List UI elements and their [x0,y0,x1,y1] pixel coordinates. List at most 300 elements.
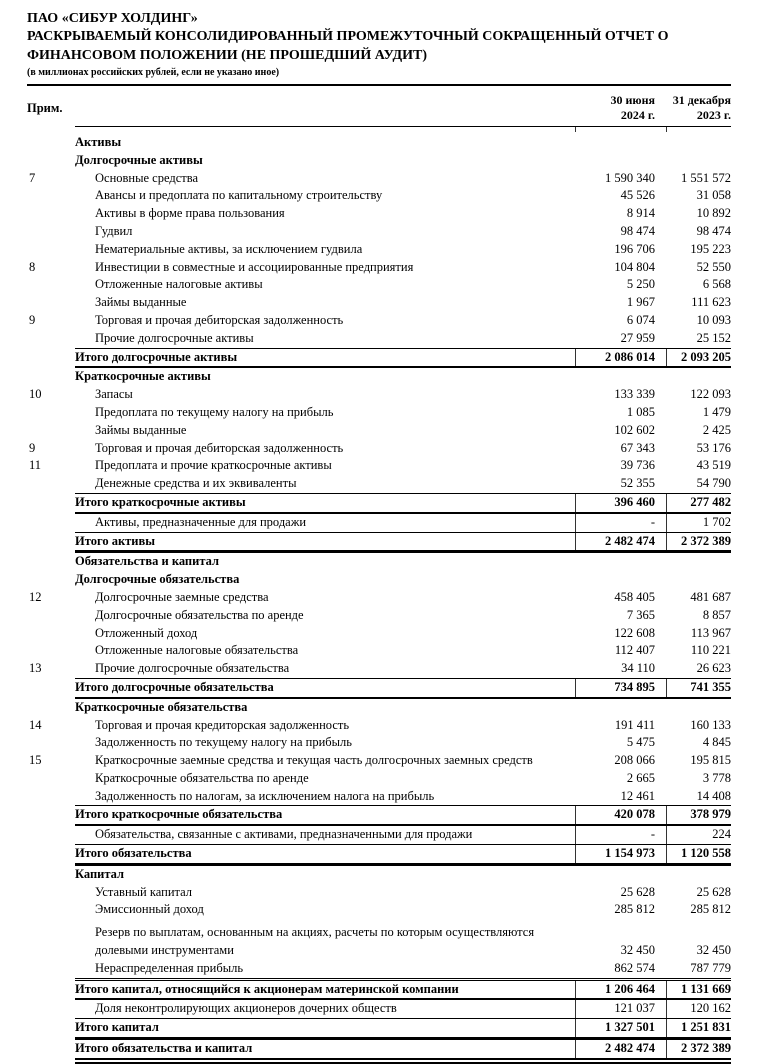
table-row [27,805,731,826]
period-2-date: 31 декабря [672,93,731,107]
row-value-2024: 285 812 [614,902,655,917]
row-body [75,440,731,458]
row-body [75,826,731,844]
row-note-number [27,678,75,699]
row-body [75,475,731,493]
row-label: Долгосрочные активы [75,152,203,167]
row-body [75,422,731,440]
row-value-2024: 396 460 [575,494,666,512]
table-row [27,1040,731,1064]
row-value-2023: 2 372 389 [666,1040,731,1058]
table-row [27,422,731,440]
row-body [75,553,731,571]
row-note-number [27,960,75,978]
row-note-number [27,152,75,170]
row-value-2024: 8 914 [626,206,655,221]
row-value-2023: 195 223 [690,241,731,256]
row-value-2024: 5 250 [626,277,655,292]
row-label: Итого активы [75,533,155,548]
row-value-2024: 420 078 [575,806,666,824]
period-2-year: 2023 г. [696,108,731,122]
row-value-2023: 224 [666,826,731,844]
row-note-number [27,241,75,259]
row-label: Займы выданные [95,295,187,310]
row-value-2023: 378 979 [666,806,731,824]
row-value-2023 [666,571,731,589]
row-label: Долгосрочные обязательства [75,572,240,587]
row-value-2023: 1 702 [666,514,731,532]
table-row [27,660,731,678]
row-value-2023: 2 372 389 [666,533,731,551]
row-value-2023: 14 408 [696,788,731,803]
row-value-2023: 113 967 [690,625,731,640]
row-value-2024: 12 461 [620,788,655,803]
row-label: Итого обязательства [75,846,192,861]
row-value-2023 [666,699,731,717]
row-note-number [27,805,75,826]
table-row [27,901,731,919]
row-value-2023: 32 450 [696,943,731,958]
row-label: Предоплата и прочие краткосрочные активы [95,458,332,473]
table-row [27,404,731,422]
row-value-2024: 1 206 464 [575,981,666,999]
table-row [27,152,731,170]
row-label: Основные средства [95,170,199,185]
table-row [27,457,731,475]
row-value-2023: 25 152 [696,330,731,345]
row-body [75,1018,731,1040]
row-body [75,457,731,475]
row-value-2024: - [575,826,666,844]
row-body [75,134,731,152]
row-body [75,532,731,554]
row-value-2024: 5 475 [626,735,655,750]
period-1-date: 30 июня [610,93,655,107]
row-value-2023: 26 623 [696,661,731,676]
row-value-2024: 104 804 [614,259,655,274]
row-value-2024: 32 450 [620,943,655,958]
row-value-2024: 2 482 474 [575,533,666,551]
row-label: Долгосрочные обязательства по аренде [95,607,304,622]
row-note-number: 10 [29,387,42,402]
row-value-2023: 1 131 669 [666,981,731,999]
row-body [75,717,731,735]
row-body [75,607,731,625]
row-note-number [27,205,75,223]
row-label: Денежные средства и их эквиваленты [95,476,297,491]
row-value-2024: 45 526 [620,188,655,203]
row-body [75,514,731,532]
row-note-number [27,422,75,440]
table-row [27,788,731,806]
row-value-2023: 54 790 [696,476,731,491]
row-label: Обязательства и капитал [75,554,219,569]
row-body [75,678,731,699]
row-label: Нематериальные активы, за исключением гудвила [95,241,363,256]
row-note-number [27,844,75,866]
row-label: Капитал [75,866,125,881]
row-value-2023: 1 120 558 [666,845,731,863]
row-value-2024 [575,134,666,152]
row-body [75,386,731,404]
row-value-2024 [575,571,666,589]
row-value-2023: 1 479 [702,404,731,419]
row-body [75,960,731,978]
row-value-2023: 4 845 [702,735,731,750]
table-row [27,294,731,312]
row-body [75,978,731,1001]
row-label: Торговая и прочая кредиторская задолженность [95,717,350,732]
table-row [27,259,731,277]
row-label: Прочие долгосрочные обязательства [95,661,290,676]
row-value-2024: 67 343 [620,440,655,455]
row-body [75,152,731,170]
row-label: Доля неконтролирующих акционеров дочерних обществ [95,1001,397,1016]
row-body [75,493,731,514]
column-tick-1 [575,127,666,132]
row-value-2024: 39 736 [620,458,655,473]
row-note-number [27,1018,75,1040]
row-label: Активы [75,135,122,149]
row-value-2024: 191 411 [614,717,655,732]
table-row [27,134,731,152]
row-value-2023: 160 133 [690,717,731,732]
row-body [75,170,731,188]
row-value-2024: 27 959 [620,330,655,345]
row-body [75,901,731,919]
row-value-2023: 43 519 [696,458,731,473]
table-row [27,607,731,625]
row-value-2023: 2 425 [702,422,731,437]
row-note-number [27,294,75,312]
table-row [27,884,731,902]
row-note-number [27,699,75,717]
row-note-number [27,475,75,493]
row-value-2024: 1 327 501 [575,1019,666,1037]
row-note-number [27,625,75,643]
row-body [75,924,731,960]
row-note-number [27,924,75,960]
row-value-2024: 196 706 [614,241,655,256]
table-row [27,734,731,752]
table-row [27,1018,731,1040]
row-value-2024: 862 574 [614,960,655,975]
report-units-note: (в миллионах российских рублей, если не указано иное) [27,67,280,78]
table-row [27,276,731,294]
table-row [27,642,731,660]
row-value-2023 [666,368,731,386]
row-note-number [27,330,75,348]
row-label: Запасы [95,387,133,402]
row-label: Итого долгосрочные обязательства [75,679,274,694]
row-note-number [27,134,75,152]
row-body [75,223,731,241]
table-row [27,844,731,866]
row-label: Итого капитал, относящийся к акционерам материнской компании [75,981,459,996]
row-body [75,734,731,752]
row-body [75,348,731,369]
row-value-2024: 25 628 [620,884,655,899]
row-value-2023: 52 550 [696,259,731,274]
row-body [75,312,731,330]
row-value-2024: 98 474 [620,223,655,238]
row-label: Уставный капитал [95,884,193,899]
row-label: Отложенные налоговые активы [95,277,263,292]
row-value-2023: 111 623 [691,295,731,310]
row-label: Резерв по выплатам, основанным на акциях, расчеты по которым осуществляются долевыми инструментами [95,925,535,958]
row-value-2023: 110 221 [690,643,731,658]
row-value-2024: 1 967 [626,295,655,310]
column-tick-2 [666,127,731,132]
table-row [27,699,731,717]
row-note-number [27,901,75,919]
row-label: Итого долгосрочные активы [75,349,238,364]
row-label: Отложенные налоговые обязательства [95,643,299,658]
row-label: Краткосрочные активы [75,369,211,384]
table-row [27,589,731,607]
table-row [27,312,731,330]
row-value-2024 [575,152,666,170]
row-value-2023: 122 093 [690,387,731,402]
row-note-number [27,276,75,294]
row-value-2023: 3 778 [702,770,731,785]
table-row [27,170,731,188]
table-row [27,978,731,1001]
row-label: Итого краткосрочные обязательства [75,807,283,822]
table-row [27,348,731,369]
row-label: Краткосрочные заемные средства и текущая часть долгосрочных заемных средств [95,753,533,768]
row-note-number [27,404,75,422]
table-row [27,330,731,348]
table-column-header [27,93,731,123]
row-note-number [27,1040,75,1064]
company-name: ПАО «СИБУР ХОЛДИНГ» [27,11,198,26]
table-row [27,678,731,699]
row-value-2024: 1 154 973 [575,845,666,863]
row-label: Отложенный доход [95,625,198,640]
report-title-line2: ФИНАНСОВОМ ПОЛОЖЕНИИ (НЕ ПРОШЕДШИЙ АУДИТ) [27,47,428,63]
row-body [75,589,731,607]
row-body [75,205,731,223]
row-body [75,241,731,259]
row-note-number [27,770,75,788]
table-row [27,475,731,493]
table-row [27,514,731,532]
row-note-number [27,368,75,386]
column-header-rule [75,126,731,132]
row-value-2024: 1 590 340 [605,170,655,185]
row-label: Задолженность по текущему налогу на прибыль [95,735,352,750]
table-row [27,205,731,223]
row-note-number [27,223,75,241]
row-label: Итого обязательства и капитал [75,1041,253,1056]
period-1-year: 2024 г. [620,108,655,122]
table-row [27,625,731,643]
row-label: Торговая и прочая дебиторская задолженность [95,312,344,327]
row-label: Займы выданные [95,422,187,437]
row-body [75,294,731,312]
notes-column-header: Прим. [27,100,63,115]
row-note-number: 9 [29,312,36,327]
row-value-2023: 120 162 [666,1000,731,1018]
row-body [75,844,731,866]
table-row [27,187,731,205]
row-note-number [27,1000,75,1018]
row-value-2024 [575,699,666,717]
row-value-2023: 285 812 [690,902,731,917]
row-note-number: 12 [29,589,42,604]
row-value-2024 [575,866,666,884]
table-row [27,553,731,571]
row-note-number [27,607,75,625]
row-body [75,660,731,678]
table-row [27,440,731,458]
table-row [27,368,731,386]
row-body [75,276,731,294]
row-body [75,642,731,660]
row-note-number [27,642,75,660]
row-value-2024 [575,368,666,386]
row-value-2023: 195 815 [690,753,731,768]
row-value-2024: 2 665 [626,770,655,785]
row-note-number [27,866,75,884]
row-label: Задолженность по налогам, за исключением налога на прибыль [95,788,435,803]
row-value-2024: 52 355 [620,476,655,491]
row-value-2023 [666,134,731,152]
row-note-number [27,734,75,752]
row-value-2023: 741 355 [666,679,731,697]
row-label: Эмиссионный доход [95,902,204,917]
row-value-2024: 2 482 474 [575,1040,666,1058]
table-row [27,493,731,514]
row-value-2024: 112 407 [614,643,655,658]
row-body [75,866,731,884]
row-value-2024: 2 086 014 [575,349,666,367]
row-label: Нераспределенная прибыль [95,960,244,975]
row-note-number [27,553,75,571]
row-note-number [27,187,75,205]
row-value-2024 [575,553,666,571]
row-value-2023: 25 628 [696,884,731,899]
row-body [75,699,731,717]
row-body [75,770,731,788]
table-row [27,866,731,884]
row-label: Активы, предназначенные для продажи [95,514,307,529]
row-body [75,187,731,205]
row-note-number: 14 [29,717,42,732]
row-body [75,330,731,348]
row-note-number [27,571,75,589]
row-label: Краткосрочные обязательства по аренде [95,770,309,785]
row-label: Предоплата по текущему налогу на прибыль [95,404,334,419]
row-label: Итого капитал [75,1020,159,1035]
report-title-line1: РАСКРЫВАЕМЫЙ КОНСОЛИДИРОВАННЫЙ ПРОМЕЖУТОЧНЫЙ СОКРАЩЕННЫЙ ОТЧЕТ О [27,29,669,44]
table-row [27,752,731,770]
table-row [27,770,731,788]
row-value-2024: 6 074 [626,312,655,327]
row-label: Долгосрочные заемные средства [95,589,269,604]
row-value-2024: 7 365 [626,607,655,622]
table-row [27,532,731,554]
statement-table-body [27,134,731,1064]
table-row [27,223,731,241]
row-body [75,571,731,589]
row-value-2024: 208 066 [614,753,655,768]
row-note-number: 15 [29,753,42,768]
row-value-2023: 1 551 572 [681,170,731,185]
table-row [27,1000,731,1018]
row-value-2024: 133 339 [614,387,655,402]
period-column-1-header [575,93,666,123]
row-label: Обязательства, связанные с активами, предназначенными для продажи [95,827,473,842]
row-note-number: 11 [29,458,42,473]
row-note-number [27,532,75,554]
row-label: Авансы и предоплата по капитальному строительству [95,188,383,203]
row-value-2024: 734 895 [575,679,666,697]
row-note-number: 7 [29,170,36,185]
row-value-2024: 122 608 [614,625,655,640]
row-label: Прочие долгосрочные активы [95,330,254,345]
row-body [75,625,731,643]
row-value-2023: 98 474 [696,223,731,238]
row-label: Итого краткосрочные активы [75,494,246,509]
row-value-2023: 2 093 205 [666,349,731,367]
row-value-2023: 31 058 [696,188,731,203]
row-value-2023: 1 251 831 [666,1019,731,1037]
row-value-2024: 34 110 [621,661,655,676]
table-row [27,826,731,844]
row-note-number: 13 [29,661,42,676]
row-body [75,752,731,770]
row-body [75,788,731,806]
table-row [27,717,731,735]
row-value-2024: - [575,514,666,532]
row-note-number [27,978,75,1001]
row-note-number: 8 [29,259,36,274]
row-value-2023: 787 779 [690,960,731,975]
row-note-number [27,826,75,844]
table-row [27,241,731,259]
row-value-2023 [666,553,731,571]
row-value-2023: 10 892 [696,206,731,221]
row-value-2024: 1 085 [626,404,655,419]
row-note-number [27,493,75,514]
row-body [75,1040,731,1064]
row-note-number [27,884,75,902]
row-body [75,1000,731,1018]
row-body [75,884,731,902]
row-value-2024: 458 405 [614,589,655,604]
row-note-number [27,348,75,369]
row-body [75,404,731,422]
row-value-2024: 121 037 [575,1000,666,1018]
row-value-2023 [666,866,731,884]
table-row [27,960,731,978]
table-row [27,924,731,960]
table-row [27,386,731,404]
row-value-2023: 277 482 [666,494,731,512]
period-column-2-header [666,93,731,123]
row-note-number: 9 [29,440,36,455]
header-top-rule [27,84,731,86]
row-value-2023: 53 176 [696,440,731,455]
row-value-2024: 102 602 [614,422,655,437]
row-label: Краткосрочные обязательства [75,699,248,714]
row-note-number [27,788,75,806]
row-value-2023: 8 857 [702,607,731,622]
row-body [75,368,731,386]
row-body [75,805,731,826]
